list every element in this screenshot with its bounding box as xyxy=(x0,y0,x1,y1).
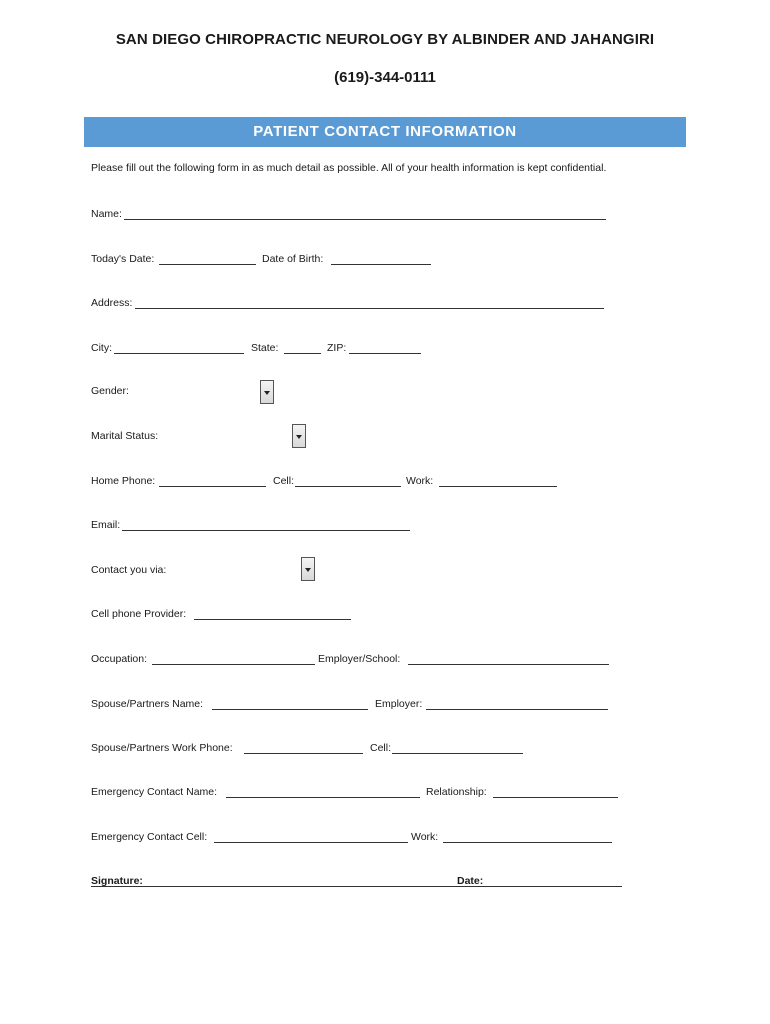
contact-via-label: Contact you via: xyxy=(91,564,167,576)
section-banner: PATIENT CONTACT INFORMATION xyxy=(84,117,686,147)
todays-date-field[interactable] xyxy=(159,264,256,265)
city-label: City: xyxy=(91,342,112,354)
marital-status-label: Marital Status: xyxy=(91,430,159,442)
marital-status-dropdown[interactable] xyxy=(292,424,306,448)
emergency-cell-field[interactable] xyxy=(214,842,408,843)
spouse-work-phone-label: Spouse/Partners Work Phone: xyxy=(91,742,233,754)
state-field[interactable] xyxy=(284,353,321,354)
employer-field[interactable] xyxy=(426,709,608,710)
clinic-name: SAN DIEGO CHIROPRACTIC NEUROLOGY BY ALBINDER AND JAHANGIRI xyxy=(115,31,655,48)
city-field[interactable] xyxy=(114,353,244,354)
cell-label: Cell: xyxy=(273,475,295,487)
clinic-phone: (619)-344-0111 xyxy=(334,69,436,86)
emergency-work-field[interactable] xyxy=(443,842,612,843)
emergency-name-label: Emergency Contact Name: xyxy=(91,786,218,798)
gender-label: Gender: xyxy=(91,385,129,397)
relationship-field[interactable] xyxy=(493,797,618,798)
occupation-field[interactable] xyxy=(152,664,315,665)
occupation-label: Occupation: xyxy=(91,653,148,665)
spouse-name-label: Spouse/Partners Name: xyxy=(91,698,204,710)
state-label: State: xyxy=(251,342,279,354)
spouse-cell-field[interactable] xyxy=(392,753,523,754)
spouse-name-field[interactable] xyxy=(212,709,368,710)
relationship-label: Relationship: xyxy=(426,786,487,798)
address-field[interactable] xyxy=(135,308,604,309)
zip-field[interactable] xyxy=(349,353,421,354)
dob-label: Date of Birth: xyxy=(262,253,324,265)
employer-school-field[interactable] xyxy=(408,664,609,665)
cell-provider-label: Cell phone Provider: xyxy=(91,608,187,620)
email-field[interactable] xyxy=(122,530,410,531)
emergency-work-label: Work: xyxy=(411,831,439,843)
employer-label: Employer: xyxy=(375,698,423,710)
spouse-cell-label: Cell: xyxy=(370,742,392,754)
home-phone-field[interactable] xyxy=(159,486,266,487)
email-label: Email: xyxy=(91,519,121,531)
name-field[interactable] xyxy=(124,219,606,220)
address-label: Address: xyxy=(91,297,133,309)
intro-text: Please fill out the following form in as much detail as possible. All of your health information is kept confidential. xyxy=(91,162,607,174)
todays-date-label: Today's Date: xyxy=(91,253,155,265)
cell-provider-field[interactable] xyxy=(194,619,351,620)
signature-field[interactable] xyxy=(91,886,622,887)
signature-label: Signature: xyxy=(91,875,143,887)
spouse-work-phone-field[interactable] xyxy=(244,753,363,754)
employer-school-label: Employer/School: xyxy=(318,653,401,665)
signature-date-label: Date: xyxy=(457,875,484,887)
emergency-cell-label: Emergency Contact Cell: xyxy=(91,831,208,843)
emergency-name-field[interactable] xyxy=(226,797,420,798)
work-field[interactable] xyxy=(439,486,557,487)
name-label: Name: xyxy=(91,208,122,220)
cell-field[interactable] xyxy=(295,486,401,487)
dob-field[interactable] xyxy=(331,264,431,265)
contact-via-dropdown[interactable] xyxy=(301,557,315,581)
home-phone-label: Home Phone: xyxy=(91,475,156,487)
work-label: Work: xyxy=(406,475,434,487)
gender-dropdown[interactable] xyxy=(260,380,274,404)
zip-label: ZIP: xyxy=(327,342,347,354)
